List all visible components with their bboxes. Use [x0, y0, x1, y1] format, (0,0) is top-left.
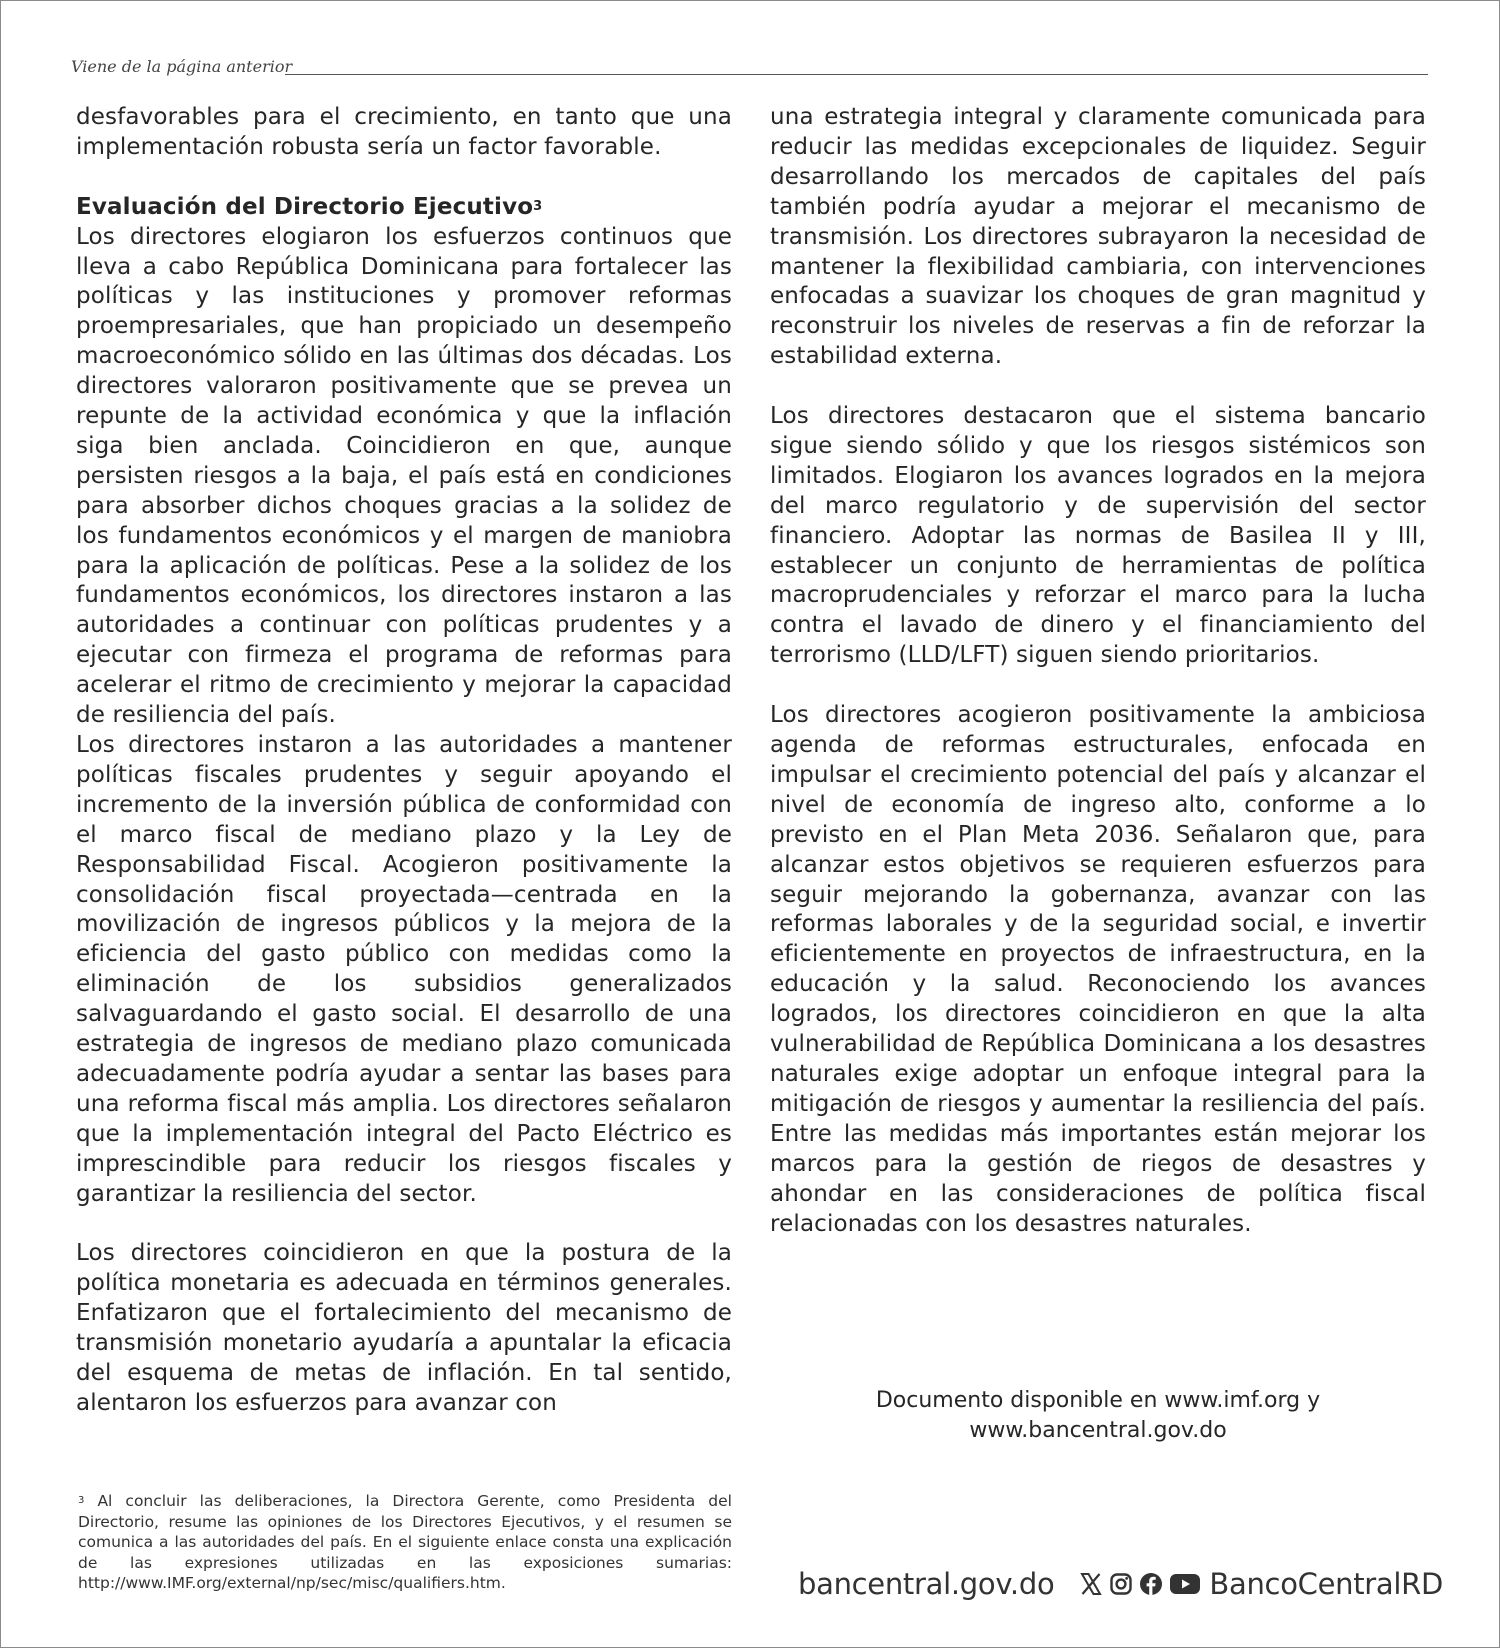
continued-header	[71, 57, 1428, 81]
footnote-text: Al concluir las deliberaciones, la Directora Gerente, como Presidenta del Directorio, resume las opiniones de los Directores Ejecutivos, y el resumen se comunica a las autoridades del país. En el siguiente enlace consta una explicación de las expresiones utilizadas en las exposiciones sumarias: http://www.IMF.org/external/np/sec/misc/qualifiers.htm.	[78, 1492, 732, 1593]
paragraph-1: Los directores elogiaron los esfuerzos continuos que lleva a cabo República Dominicana para fortalecer las políticas y las instituciones y promover reformas proempresariales, que han propiciado un desempeño macroeconómico sólido en las últimas dos décadas. Los directores valoraron positivamente que se prevea un repunte de la actividad económica y que la inflación siga bien anclada. Coincidieron en que, aunque persisten riesgos a la baja, el país está en condiciones para absorber dichos choques gracias a la solidez de los fundamentos económicos y el margen de maniobra para la aplicación de políticas. Pese a la solidez de los fundamentos económicos, los directores instaron a las autoridades a continuar con políticas prudentes y a ejecutar con firmeza el programa de reformas para acelerar el ritmo de crecimiento y mejorar la capacidad de resiliencia del país.	[76, 223, 732, 729]
right-column	[770, 103, 1426, 1239]
youtube-icon[interactable]	[1169, 1572, 1201, 1596]
section-heading-text: Evaluación del Directorio Ejecutivo	[76, 193, 534, 220]
paragraph-4: una estrategia integral y claramente comunicada para reducir las medidas excepcionales de liquidez. Seguir desarrollando los mercados de capitales del país también podría ayudar a mejorar el mecanismo de transmisión. Los directores subrayaron la necesidad de mantener la flexibilidad cambiaria, con intervenciones enfocadas a suavizar los choques de gran magnitud y reconstruir los niveles de reservas a fin de reforzar la estabilidad externa.	[770, 104, 1426, 370]
left-column	[76, 103, 732, 1419]
evaluation-section	[76, 193, 732, 731]
brand-footer	[798, 1559, 1444, 1609]
intro-paragraph: desfavorables para el crecimiento, en tanto que una implementación robusta sería un factor favorable.	[76, 104, 732, 160]
x-icon[interactable]	[1079, 1572, 1103, 1596]
brand-website[interactable]: bancentral.gov.do	[798, 1567, 1055, 1601]
instagram-icon[interactable]	[1109, 1572, 1133, 1596]
footnote-marker: 3	[78, 1495, 85, 1506]
section-heading	[76, 193, 732, 223]
continued-label: Viene de la página anterior	[71, 57, 293, 76]
paragraph-6: Los directores acogieron positivamente la ambiciosa agenda de reformas estructurales, enfocada en impulsar el crecimiento potencial del país y alcanzar el nivel de economía de ingreso alto, conforme a lo previsto en el Plan Meta 2036. Señalaron que, para alcanzar estos objetivos se requieren esfuerzos para seguir mejorando la gobernanza, avanzar con las reformas laborales y de la seguridad social, e invertir eficientemente en proyectos de infraestructura, en la educación y la salud. Reconociendo los avances logrados, los directores coincidieron en que la alta vulnerabilidad de República Dominicana a los desastres naturales exige adoptar un enfoque integral para la mitigación de riesgos y aumentar la resiliencia del país. Entre las medidas más importantes están mejorar los marcos para la gestión de riegos de desastres y ahondar en las consideraciones de política fiscal relacionadas con los desastres naturales.	[770, 702, 1426, 1237]
paragraph-2: Los directores instaron a las autoridades a mantener políticas fiscales prudentes y seguir apoyando el incremento de la inversión pública de conformidad con el marco fiscal de mediano plazo y la Ley de Responsabilidad Fiscal. Acogieron positivamente la consolidación fiscal proyectada—centrada en la movilización de ingresos públicos y la mejora de la eficiencia del gasto público con medidas como la eliminación de los subsidios generalizados salvaguardando el gasto social. El desarrollo de una estrategia de ingresos de mediano plazo comunicada adecuadamente podría ayudar a sentar las bases para una reforma fiscal más amplia. Los directores señalaron que la implementación integral del Pacto Eléctrico es imprescindible para reducir los riesgos fiscales y garantizar la resiliencia del sector.	[76, 732, 732, 1207]
paragraph-3: Los directores coincidieron en que la postura de la política monetaria es adecuada en términos generales. Enfatizaron que el fortalecimiento del mecanismo de transmisión monetario ayudaría a apuntalar la eficacia del esquema de metas de inflación. En tal sentido, alentaron los esfuerzos para avanzar con	[76, 1240, 732, 1416]
social-icons	[1079, 1572, 1207, 1596]
availability-line-2: www.bancentral.gov.do	[969, 1417, 1227, 1443]
footnote-reference: 3	[533, 198, 543, 214]
footnote	[78, 1491, 732, 1594]
availability-note	[770, 1386, 1426, 1445]
facebook-icon[interactable]	[1139, 1572, 1163, 1596]
availability-line-1: Documento disponible en www.imf.org y	[875, 1388, 1321, 1413]
paragraph-5: Los directores destacaron que el sistema bancario sigue siendo sólido y que los riesgos sistémicos son limitados. Elogiaron los avances logrados en la mejora del marco regulatorio y de supervisión del sector financiero. Adoptar las normas de Basilea II y III, establecer un conjunto de herramientas de política macroprudenciales y reforzar el marco para la lucha contra el lavado de dinero y el financiamiento del terrorismo (LLD/LFT) siguen siendo prioritarios.	[770, 403, 1426, 669]
brand-social-handle[interactable]: BancoCentralRD	[1209, 1567, 1444, 1601]
header-rule	[285, 74, 1428, 75]
